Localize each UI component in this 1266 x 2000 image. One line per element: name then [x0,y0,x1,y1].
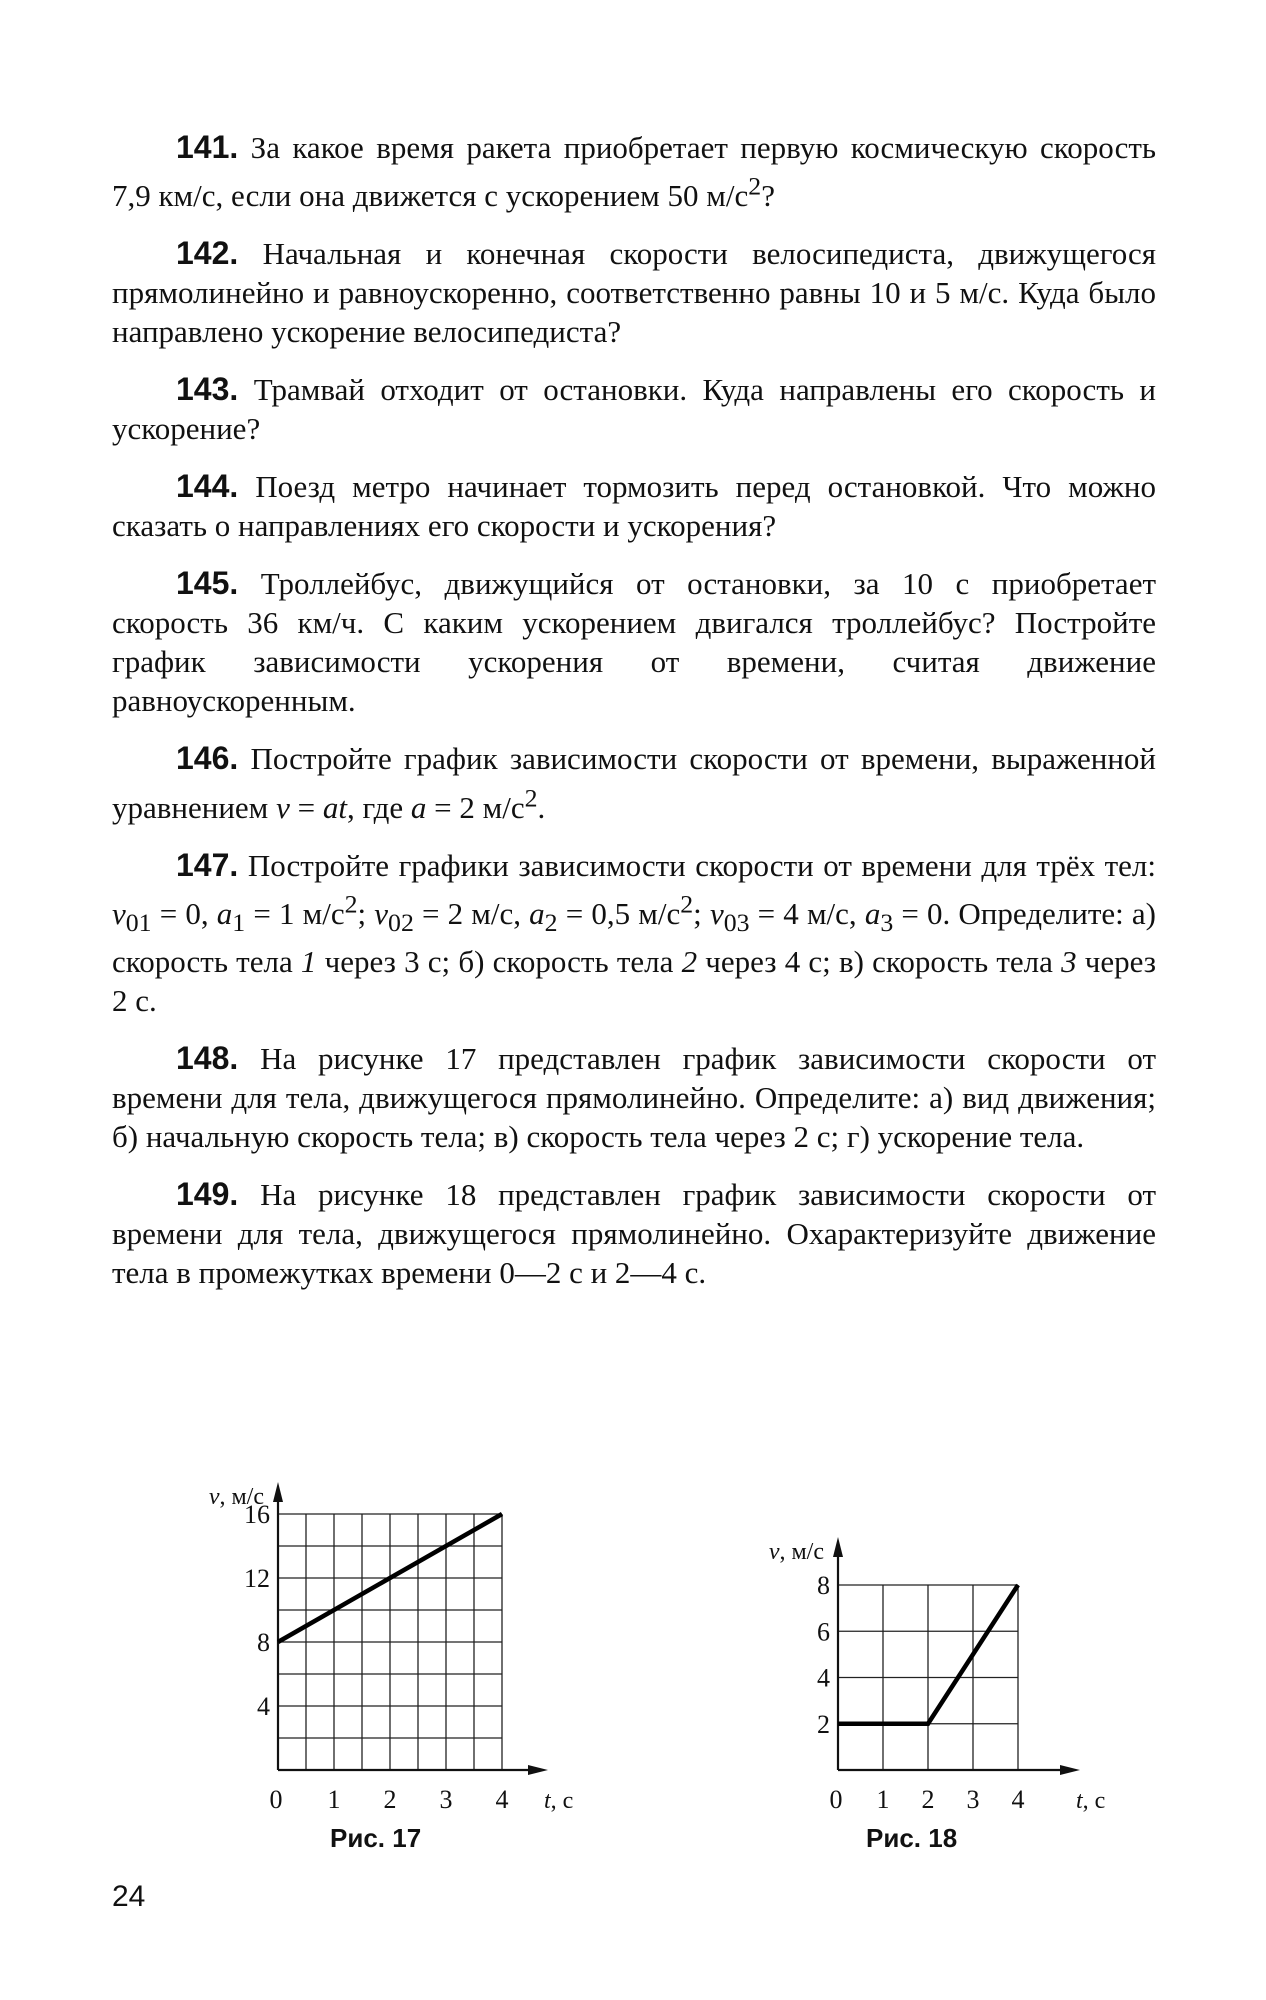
problem-text: Постройте график зависимости скорости от времени, выраженной уравнением v = at, где a = 2 $м/с^2$. [112,741,1157,825]
figure-18 [690,1525,1130,1845]
figure-18-chart [690,1525,1130,1845]
chart-17-y-axis-symbol: v [208,1484,220,1510]
chart-17-x-tick-label: 3 [439,1785,453,1814]
chart-18-x-axis-label [1076,1788,1105,1814]
figure-18-caption: Рис. 18 [866,1823,958,1853]
chart-18-y-tick-label: 8 [817,1571,830,1600]
problem-number: 144. [176,468,239,505]
chart-17-x-axis-label [544,1788,573,1814]
chart-18-y-tick-label: 2 [817,1709,830,1739]
problem-141 [112,128,1156,215]
chart-17-y-tick-label: 16 [244,1500,270,1529]
chart-17-origin-label: 0 [269,1785,283,1814]
problem-number: 145. [176,565,239,602]
chart-17-x-tick-label: 4 [495,1785,509,1814]
problem-143 [112,370,1156,448]
chart-17-x-tick-label: 2 [383,1785,397,1814]
chart-18-x-axis-symbol: t [1076,1788,1083,1814]
chart-18-y-tick-label: 4 [817,1663,830,1693]
problem-number: 147. [176,846,239,883]
problem-148 [112,1039,1156,1156]
chart-17-y-axis-arrow [273,1482,283,1502]
chart-18-origin-label: 0 [829,1785,843,1814]
chart-18-x-tick-label: 3 [966,1785,980,1814]
chart-17-y-tick-label: 12 [244,1564,270,1593]
problems-list [112,128,1156,1311]
chart-17-y-tick-label: 4 [257,1692,270,1721]
chart-18-y-axis-label [769,1539,824,1565]
problem-149 [112,1175,1156,1292]
chart-18-x-axis-arrow [1060,1765,1080,1775]
problem-text: Начальная и конечная скорости велосипедиста, движущегося прямолинейно и равноускоренно, соответственно равны 10 и 5 м/с. Куда было направлено ускорение велосипедиста? [112,236,1157,350]
problem-number: 143. [176,371,239,408]
problem-147 [112,846,1156,1021]
chart-17-y-axis-unit: , м/с [219,1484,264,1510]
problem-text: Трамвай отходит от остановки. Куда направлены его скорость и ускорение? [112,372,1157,447]
problem-text: Поезд метро начинает тормозить перед остановкой. Что можно сказать о направлениях его скорости и ускорения? [112,469,1157,544]
page-number: 24 [112,1880,146,1913]
problem-number: 148. [176,1040,239,1077]
chart-18-x-axis-unit: , с [1082,1788,1106,1814]
chart-18-y-tick-label: 6 [817,1617,830,1647]
chart-18-y-axis-unit: , м/с [779,1539,824,1565]
figure-17 [150,1470,590,1830]
problem-number: 146. [176,740,239,777]
chart-18-x-tick-label: 4 [1011,1785,1025,1814]
chart-18-x-tick-label: 1 [876,1785,890,1814]
problem-142 [112,234,1156,351]
problem-text: Постройте графики зависимости скорости от времени для трёх тел: $v_{01} = 0$, $a_1 = 1$ $м/с^2$; $v_{02} = 2$ м/с, $a_2 = 0,5$ $м/с^2$; $v_{03} = 4$ м/с, $a_3 = 0$. Определите: а) скорость тела 1 через 3 с; б) скорость тела 2 через 4 с; в) скорость тела 3 через 2 с. [112,847,1157,1019]
problem-number: 149. [176,1176,239,1213]
chart-18-y-axis-symbol: v [768,1539,780,1565]
problem-145 [112,564,1156,720]
figure-17-caption: Рис. 17 [330,1823,422,1853]
chart-18-y-axis-arrow [833,1537,843,1557]
problem-text: На рисунке 18 представлен график зависимости скорости от времени для тела, движущегося прямолинейно. Охарактеризуйте движение тела в промежутках времени 0—2 с и 2—4 с. [112,1177,1157,1291]
chart-17-x-axis-symbol: t [544,1788,551,1814]
problem-number: 142. [176,235,239,272]
problem-146 [112,739,1156,826]
problem-text: Троллейбус, движущийся от остановки, за 10 с приобретает скорость 36 км/ч. С каким ускорением двигался троллейбус? Постройте график зависимости ускорения от времени, считая движение равноускоренным. [112,566,1156,719]
problem-144 [112,467,1156,545]
chart-17-x-axis-arrow [528,1765,548,1775]
figure-17-chart [150,1470,590,1830]
chart-17-x-axis-unit: , с [550,1788,574,1814]
problem-text: На рисунке 17 представлен график зависимости скорости от времени для тела, движущегося прямолинейно. Определите: а) вид движения; б) начальную скорость тела; в) скорость тела через 2 с; г) ускорение тела. [112,1041,1157,1155]
problem-text: За какое время ракета приобретает первую космическую скорость 7,9 км/с, если она движется с ускорением 50 $м/с^2$? [112,130,1157,214]
problem-number: 141. [176,129,239,165]
chart-18-x-tick-label: 2 [921,1785,935,1814]
chart-17-y-tick-label: 8 [257,1628,270,1657]
chart-17-x-tick-label: 1 [327,1785,341,1814]
